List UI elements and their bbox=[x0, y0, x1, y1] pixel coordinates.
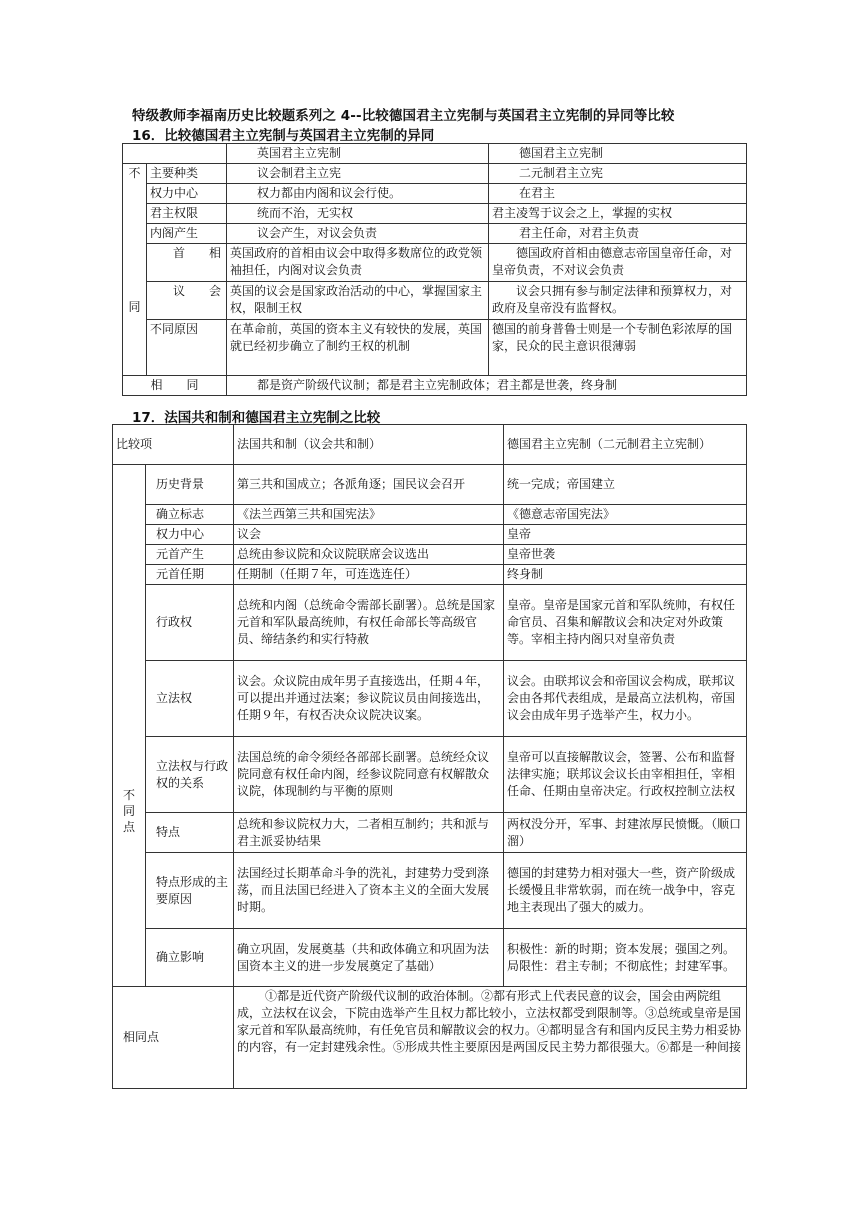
row-item: 权力中心 bbox=[146, 525, 234, 545]
diff-label-2: 同 bbox=[122, 803, 135, 818]
header-cell-de: 德国君主立宪制（二元制君主立宪制） bbox=[504, 425, 747, 465]
table-row bbox=[123, 244, 747, 282]
row-item: 首 相 bbox=[147, 244, 227, 282]
row-de: 积极性：新的时期；资本发展；强国之列。局限性：君主专制；不彻底性；封建军事。 bbox=[504, 929, 747, 987]
table-row bbox=[113, 929, 747, 987]
table-row bbox=[123, 224, 747, 244]
table-row bbox=[113, 565, 747, 585]
row-item: 行政权 bbox=[146, 585, 234, 661]
row-de: 终身制 bbox=[504, 565, 747, 585]
table-row bbox=[113, 505, 747, 525]
table-row bbox=[123, 164, 747, 184]
table-16-same-row bbox=[123, 376, 747, 396]
row-de: 德国的前身普鲁士则是一个专制色彩浓厚的国家，民众的民主意识很薄弱 bbox=[489, 320, 747, 376]
row-fr: 任期制（任期７年，可连选连任） bbox=[234, 565, 504, 585]
row-item: 特点形成的主要原因 bbox=[146, 853, 234, 929]
row-fr: 《法兰西第三共和国宪法》 bbox=[234, 505, 504, 525]
table-16 bbox=[122, 143, 747, 396]
diff-label-cell bbox=[113, 465, 146, 987]
table-row bbox=[123, 320, 747, 376]
row-de: 德国政府首相由德意志帝国皇帝任命，对皇帝负责，不对议会负责 bbox=[489, 244, 747, 282]
row-de: 议会。由联邦议会和帝国议会构成，联邦议会由各邦代表组成，是最高立法机构，帝国议会由成年男子选举产生，权力小。 bbox=[504, 661, 747, 737]
row-de: 统一完成；帝国建立 bbox=[504, 465, 747, 505]
row-item: 主要种类 bbox=[147, 164, 227, 184]
row-item: 不同原因 bbox=[147, 320, 227, 376]
row-uk: 议会产生，对议会负责 bbox=[227, 224, 489, 244]
same-text: ①都是近代资产阶级代议制的政治体制。②都有形式上代表民意的议会，国会由两院组成，立法权在议会，下院由选举产生且权力都比较小，立法权都受到限制等。③总统或皇帝是国家元首和军队最高统帅，有任免官员和解散议会的权力。④都明显含有和国内反民主势力相妥协的内容，有一定封建残余性。⑤形成共性主要原因是两国反民主势力都很强大。⑥都是一种间接 bbox=[234, 987, 747, 1089]
row-item: 权力中心 bbox=[147, 184, 227, 204]
table-16-header-row bbox=[123, 144, 747, 164]
diff-label-1: 不 bbox=[122, 787, 135, 802]
row-uk: 英国政府的首相由议会中取得多数席位的政党领袖担任，内阁对议会负责 bbox=[227, 244, 489, 282]
row-item: 特点 bbox=[146, 813, 234, 853]
row-de: 两权没分开，军事、封建浓厚民愤慨。（顺口溜） bbox=[504, 813, 747, 853]
row-fr: 确立巩固，发展奠基（共和政体确立和巩固为法国资本主义的进一步发展奠定了基础） bbox=[234, 929, 504, 987]
diff-label-top: 不 bbox=[128, 166, 141, 180]
row-de: 二元制君主立宪 bbox=[489, 164, 747, 184]
table-17-header-row bbox=[113, 425, 747, 465]
header-cell-empty bbox=[123, 144, 227, 164]
row-fr: 总统由参议院和众议院联席会议选出 bbox=[234, 545, 504, 565]
table-row bbox=[123, 184, 747, 204]
header-cell-de: 德国君主立宪制 bbox=[489, 144, 747, 164]
table-row bbox=[113, 545, 747, 565]
row-fr: 议会。众议院由成年男子直接选出，任期４年，可以提出并通过法案；参议院议员由间接选出，任期９年，有权否决众议院决议案。 bbox=[234, 661, 504, 737]
row-de: 德国的封建势力相对强大一些，资产阶级成长缓慢且非常软弱，而在统一战争中，容克地主表现出了强大的威力。 bbox=[504, 853, 747, 929]
table-row bbox=[113, 853, 747, 929]
same-label: 相 同 bbox=[123, 376, 227, 396]
table-row bbox=[113, 465, 747, 505]
row-de: 《德意志帝国宪法》 bbox=[504, 505, 747, 525]
diff-label-3: 点 bbox=[122, 819, 135, 834]
row-uk: 英国的议会是国家政治活动的中心，掌握国家主权，限制王权 bbox=[227, 282, 489, 320]
row-fr: 第三共和国成立；各派角逐；国民议会召开 bbox=[234, 465, 504, 505]
row-item: 君主权限 bbox=[147, 204, 227, 224]
row-de: 君主凌驾于议会之上，掌握的实权 bbox=[489, 204, 747, 224]
row-de: 皇帝可以直接解散议会，签署、公布和监督法律实施；联邦议会议长由宰相担任，宰相任命、任期由皇帝决定。行政权控制立法权 bbox=[504, 737, 747, 813]
row-fr: 法国经过长期革命斗争的洗礼，封建势力受到涤荡，而且法国已经进入了资本主义的全面大发展时期。 bbox=[234, 853, 504, 929]
row-item: 元首产生 bbox=[146, 545, 234, 565]
table-17-same-row bbox=[113, 987, 747, 1089]
document-title: 特级教师李福南历史比较题系列之 4--比较德国君主立宪制与英国君主立宪制的异同等比较 bbox=[132, 108, 675, 124]
row-item: 立法权与行政权的关系 bbox=[146, 737, 234, 813]
row-fr: 总统和参议院权力大，二者相互制约；共和派与君主派妥协结果 bbox=[234, 813, 504, 853]
table-17 bbox=[112, 424, 747, 1089]
row-item: 议 会 bbox=[147, 282, 227, 320]
row-item: 立法权 bbox=[146, 661, 234, 737]
diff-label-cell bbox=[123, 164, 147, 376]
row-fr: 总统和内阁（总统命令需部长副署）。总统是国家元首和军队最高统帅，有权任命部长等高级官员、缔结条约和实行特赦 bbox=[234, 585, 504, 661]
section-16-title: 16．比较德国君主立宪制与英国君主立宪制的异同 bbox=[132, 128, 435, 144]
row-de: 君主任命，对君主负责 bbox=[489, 224, 747, 244]
table-row bbox=[113, 661, 747, 737]
row-de: 皇帝。皇帝是国家元首和军队统帅，有权任命官员、召集和解散议会和决定对外政策等。宰相主持内阁只对皇帝负责 bbox=[504, 585, 747, 661]
diff-label-bottom: 同 bbox=[128, 300, 141, 314]
row-item: 确立标志 bbox=[146, 505, 234, 525]
same-text: 都是资产阶级代议制；都是君主立宪制政体；君主都是世袭，终身制 bbox=[227, 376, 747, 396]
row-item: 确立影响 bbox=[146, 929, 234, 987]
row-uk: 权力都由内阁和议会行使。 bbox=[227, 184, 489, 204]
table-row bbox=[113, 737, 747, 813]
row-fr: 法国总统的命令须经各部部长副署。总统经众议院同意有权任命内阁，经参议院同意有权解散众议院，体现制约与平衡的原则 bbox=[234, 737, 504, 813]
row-item: 元首任期 bbox=[146, 565, 234, 585]
same-label: 相同点 bbox=[113, 987, 234, 1089]
table-row bbox=[123, 282, 747, 320]
row-fr: 议会 bbox=[234, 525, 504, 545]
table-row bbox=[123, 204, 747, 224]
row-uk: 在革命前，英国的资本主义有较快的发展，英国就已经初步确立了制约王权的机制 bbox=[227, 320, 489, 376]
row-uk: 统而不治，无实权 bbox=[227, 204, 489, 224]
row-de: 在君主 bbox=[489, 184, 747, 204]
row-de: 皇帝世袭 bbox=[504, 545, 747, 565]
header-cell-fr: 法国共和制（议会共和制） bbox=[234, 425, 504, 465]
header-cell-uk: 英国君主立宪制 bbox=[227, 144, 489, 164]
row-uk: 议会制君主立宪 bbox=[227, 164, 489, 184]
table-row bbox=[113, 585, 747, 661]
row-item: 内阁产生 bbox=[147, 224, 227, 244]
table-row bbox=[113, 525, 747, 545]
row-item: 历史背景 bbox=[146, 465, 234, 505]
row-de: 议会只拥有参与制定法律和预算权力，对政府及皇帝没有监督权。 bbox=[489, 282, 747, 320]
section-17-title: 17．法国共和制和德国君主立宪制之比较 bbox=[132, 410, 381, 426]
table-row bbox=[113, 813, 747, 853]
header-cell-item: 比较项 bbox=[113, 425, 234, 465]
row-de: 皇帝 bbox=[504, 525, 747, 545]
